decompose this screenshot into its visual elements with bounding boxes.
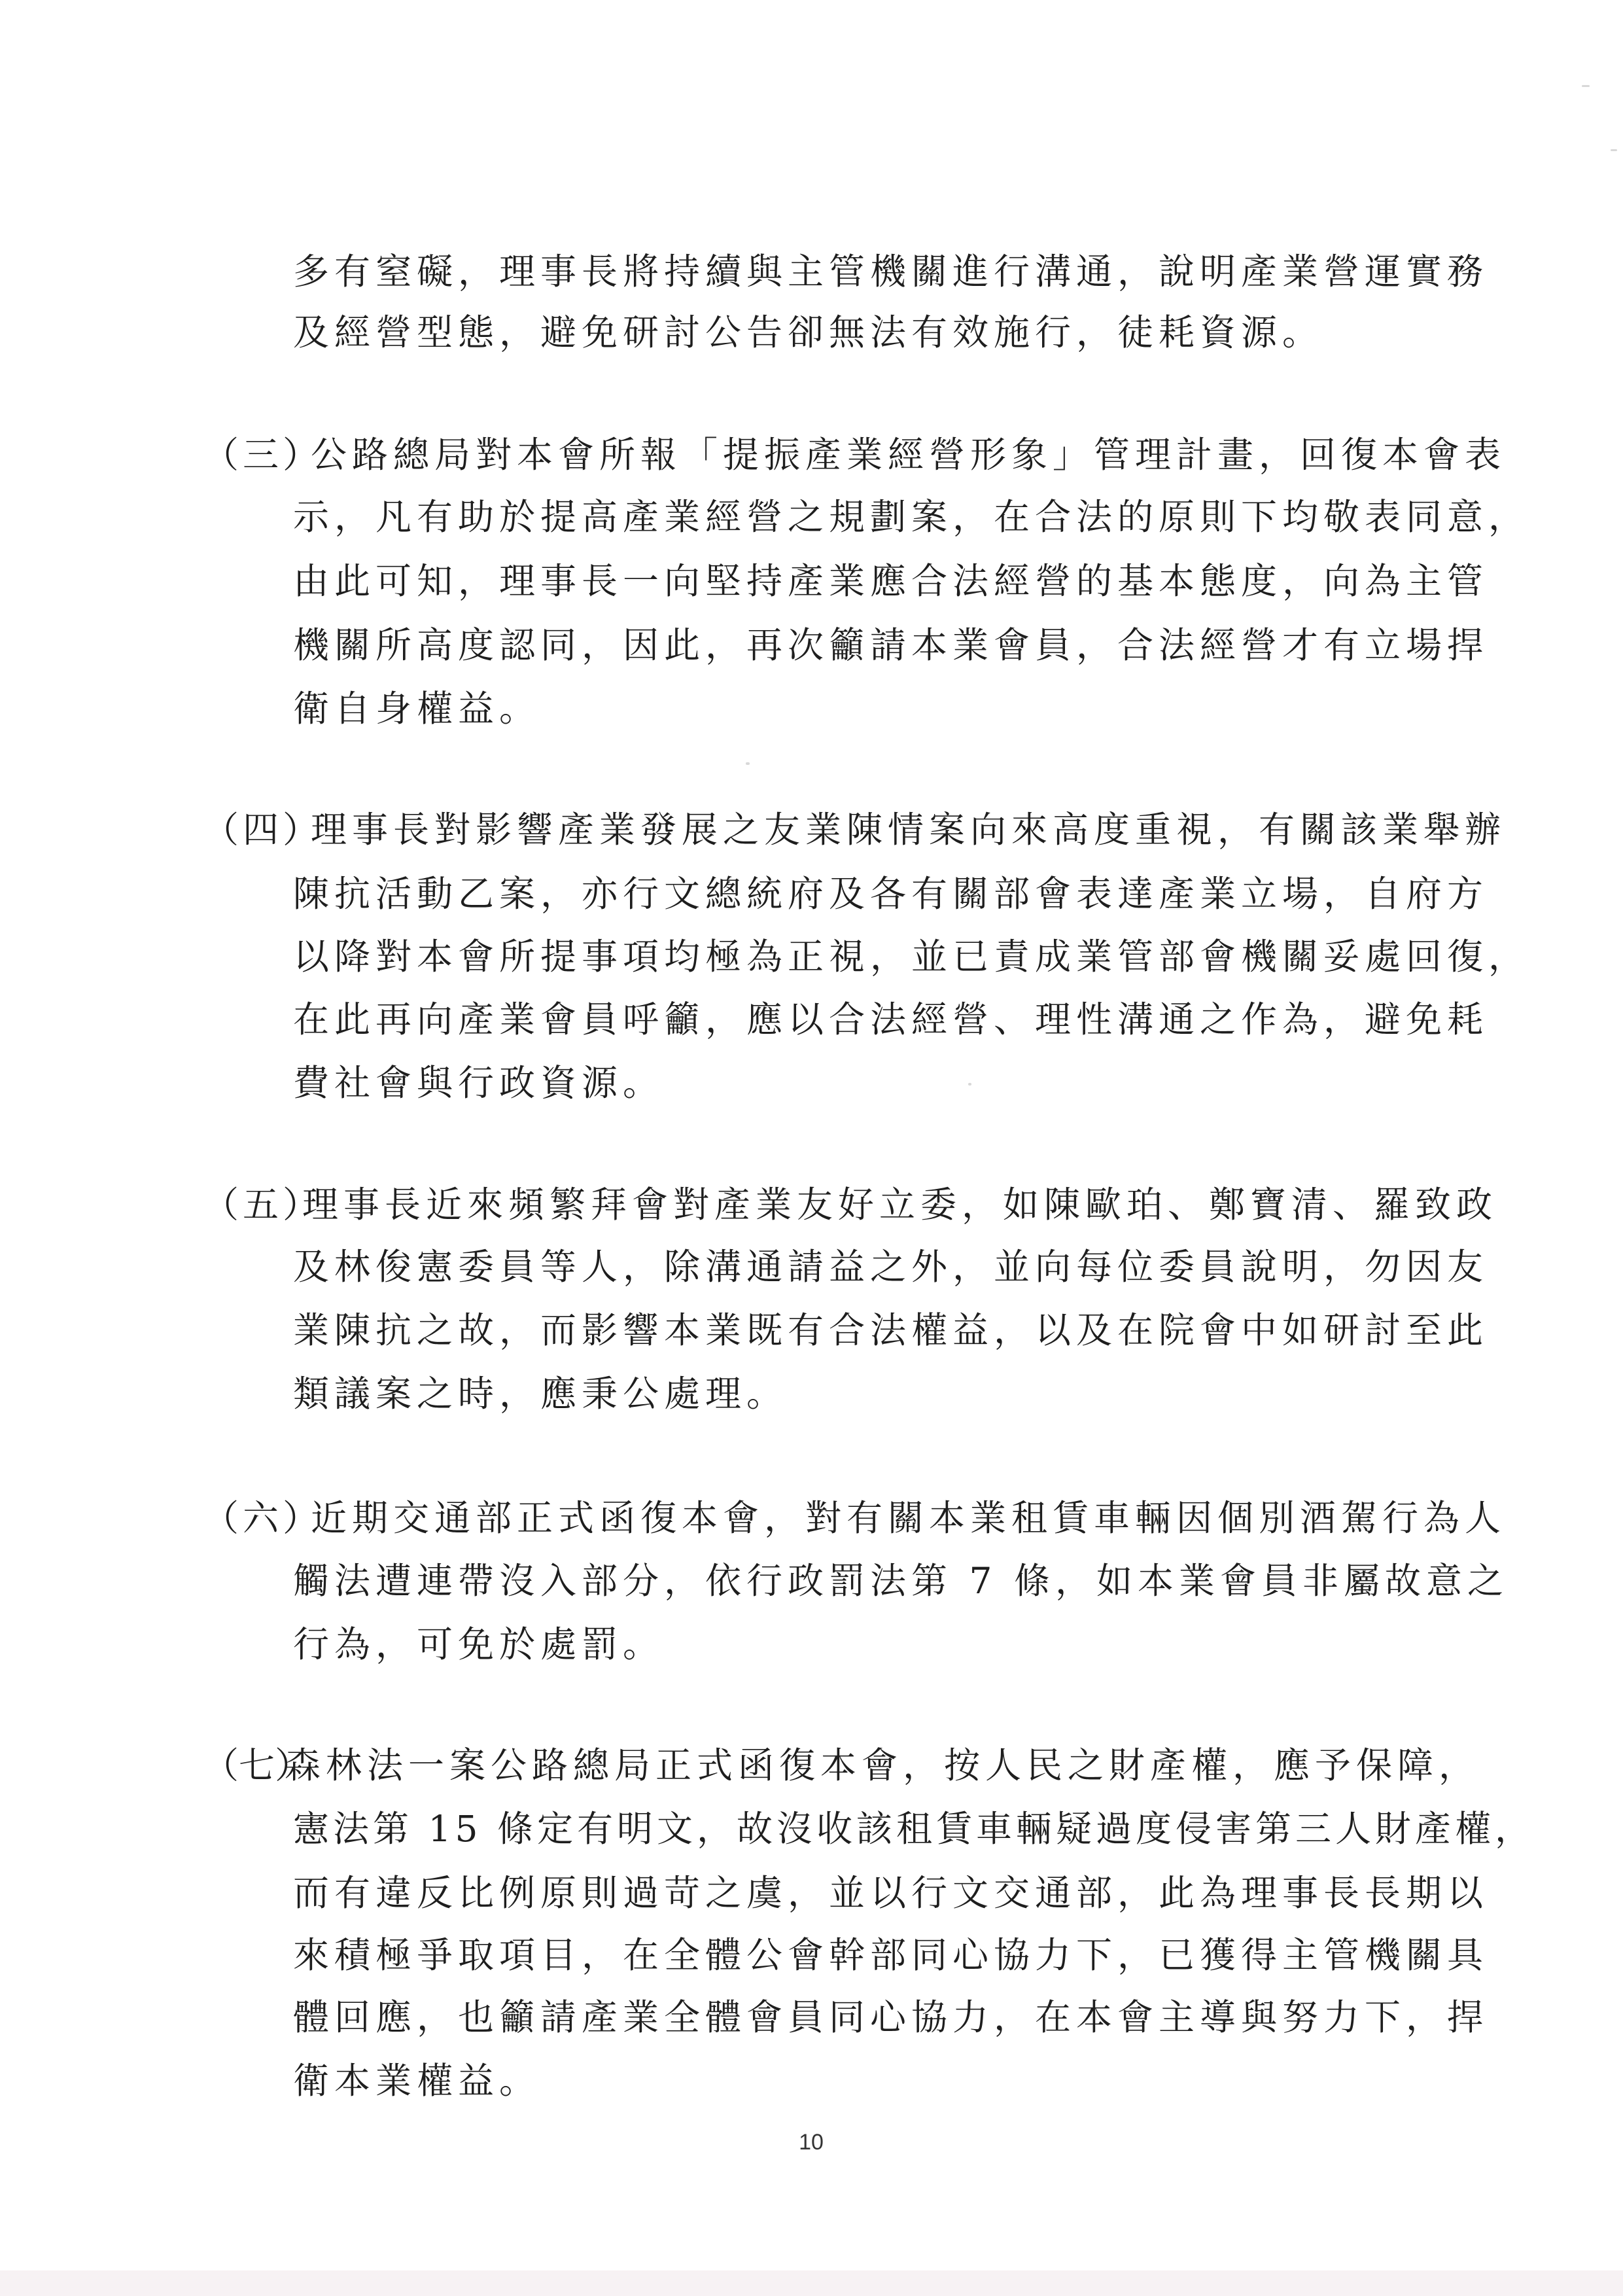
- section-marker: （四）: [203, 809, 323, 851]
- scan-mark: [746, 762, 750, 765]
- body-text-line: 以降對本會所提事項均極為正視，並已責成業管部會機關妥處回復，: [293, 936, 1530, 978]
- body-text-line: 及經營型態，避免研討公告卻無法有效施行，徒耗資源。: [293, 311, 1324, 353]
- body-text-line: 憲法第 15 條定有明文，故沒收該租賃車輛疑過度侵害第三人財產權，: [293, 1808, 1535, 1850]
- section-marker: （七）: [203, 1744, 311, 1786]
- body-text-line: 行為，可免於處罰。: [293, 1623, 665, 1665]
- body-text-line: 示，凡有助於提高產業經營之規劃案，在合法的原則下均敬表同意，: [293, 496, 1530, 538]
- scan-mark: [1582, 85, 1590, 87]
- body-text-line: 衛本業權益。: [293, 2060, 541, 2102]
- body-text-line: 及林俊憲委員等人，除溝通請益之外，並向每位委員說明，勿因友: [293, 1246, 1489, 1288]
- body-text-line: 公路總局對本會所報「提振產業經營形象」管理計畫，回復本會表: [311, 434, 1507, 476]
- body-text-line: 理事長近來頻繁拜會對產業友好立委，如陳歐珀、鄭寶清、羅致政: [302, 1184, 1498, 1226]
- body-text-line: 來積極爭取項目，在全體公會幹部同心協力下，已獲得主管機關具: [293, 1934, 1489, 1976]
- body-text-line: 費社會與行政資源。: [293, 1062, 665, 1104]
- body-text-line: 觸法遭連帶沒入部分，依行政罰法第 7 條，如本業會員非屬故意之: [293, 1560, 1509, 1602]
- body-text-line: 業陳抗之故，而影響本業既有合法權益，以及在院會中如研討至此: [293, 1309, 1489, 1351]
- body-text-line: 由此可知，理事長一向堅持產業應合法經營的基本態度，向為主管: [293, 560, 1489, 602]
- body-text-line: 在此再向產業會員呼籲，應以合法經營、理性溝通之作為，避免耗: [293, 998, 1489, 1040]
- section-marker: （三）: [203, 434, 323, 476]
- body-text-line: 機關所高度認同，因此，再次籲請本業會員，合法經營才有立場捍: [293, 624, 1489, 666]
- scan-edge: [0, 2270, 1623, 2296]
- body-text-line: 森林法一案公路總局正式函復本會，按人民之財產權，應予保障，: [285, 1744, 1480, 1786]
- body-text-line: 類議案之時，應秉公處理。: [293, 1373, 788, 1415]
- body-text-line: 體回應，也籲請產業全體會員同心協力，在本會主導與努力下，捍: [293, 1996, 1489, 2038]
- scan-mark: [1611, 149, 1617, 151]
- page-number: 10: [799, 2130, 824, 2155]
- body-text-line: 近期交通部正式函復本會，對有關本業租賃車輛因個別酒駕行為人: [311, 1497, 1507, 1539]
- section-marker: （五）: [203, 1184, 323, 1226]
- body-text-line: 理事長對影響產業發展之友業陳情案向來高度重視，有關該業舉辦: [311, 809, 1507, 851]
- body-text-line: 衛自身權益。: [293, 688, 541, 730]
- body-text-line: 陳抗活動乙案，亦行文總統府及各有關部會表達產業立場，自府方: [293, 873, 1489, 915]
- body-text-line: 多有窒礙，理事長將持續與主管機關進行溝通，說明產業營運實務: [293, 251, 1489, 292]
- scan-mark: [968, 1083, 971, 1086]
- body-text-line: 而有違反比例原則過苛之虞，並以行文交通部，此為理事長長期以: [293, 1872, 1489, 1914]
- section-marker: （六）: [203, 1497, 323, 1539]
